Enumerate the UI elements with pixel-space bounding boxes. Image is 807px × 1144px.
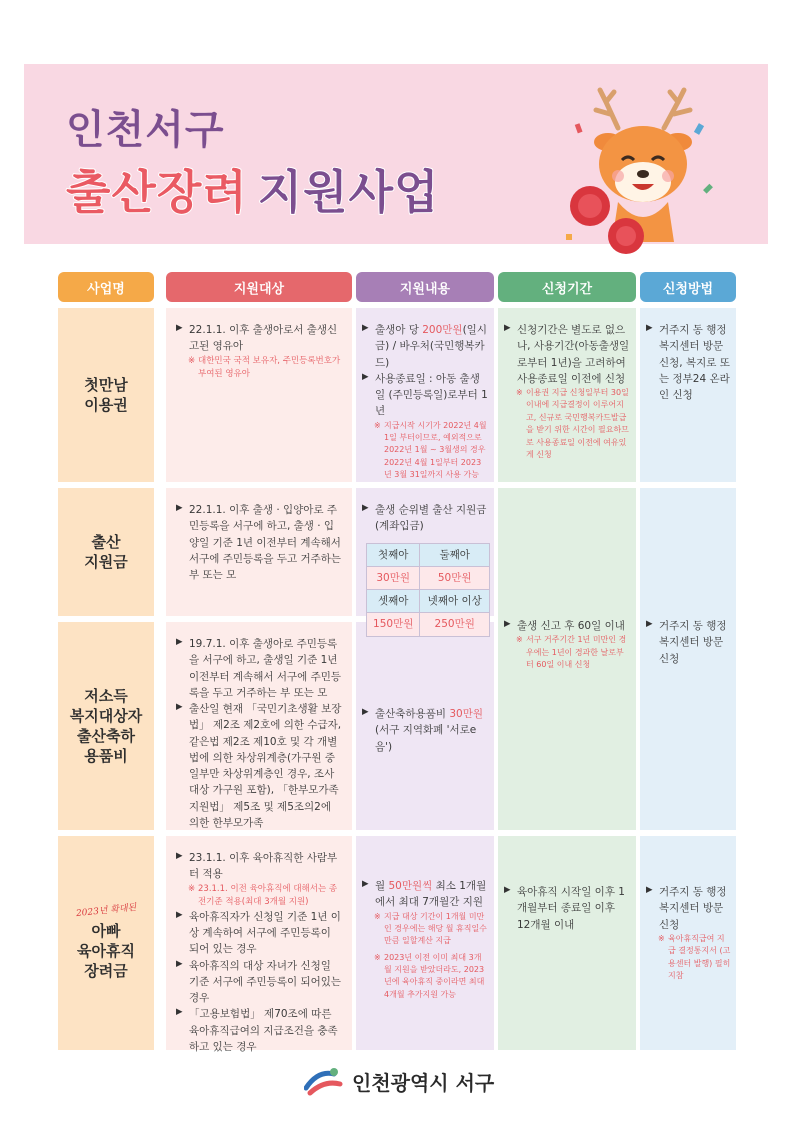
row1-program-name: 첫만남 이용권: [58, 308, 154, 482]
row1-target-bullet: ▶ 22.1.1. 이후 출생아로서 출생신고된 영유아: [176, 322, 342, 355]
table-cell: 250만원: [420, 613, 490, 636]
row4-content: [356, 864, 494, 1009]
footer: [304, 1066, 494, 1096]
row4-target-b3: ▶ 육아휴직의 대상 자녀가 신청일 기준 서구에 주민등록이 되어있는 경우: [176, 958, 342, 1007]
expanded-2023-badge: 2023년 확대된: [75, 902, 137, 919]
text: (일시금) / 바우처(국민행복카드): [375, 324, 487, 369]
row4-content-note2: ※ 2023년 이전 이미 최대 3개월 지원을 받았더라도, 2023년에 육아휴직 중이라면 최대 4개월 추가지원 가능: [362, 952, 488, 1002]
row4-method-bullet: ▶ 거주지 동 행정복지센터 방문 신청: [646, 884, 732, 933]
column-header-target: 지원대상: [166, 272, 352, 302]
row2-content: [356, 488, 494, 645]
row1-period: [498, 308, 636, 469]
row1-target: [166, 308, 352, 389]
table-cell: 넷째아 이상: [420, 590, 490, 613]
row1-content-b2: ▶ 사용종료일 : 아동 출생일 (주민등록일)로부터 1년: [362, 371, 488, 420]
row4-method-note: ※ 육아휴직급여 지급 결정통지서 (고용센터 발행) 필히 지참: [646, 933, 732, 983]
row2-3-method: [640, 604, 736, 675]
table-cell: 셋째아: [367, 590, 420, 613]
table-cell: 첫째아: [367, 543, 420, 566]
birth-order-amount-table: [366, 543, 490, 637]
title-accent: 출산장려: [66, 165, 248, 219]
row3-period-note: ※ 서구 거주기간 1년 미만인 경우에는 1년이 경과한 날로부터 60일 이내 신청: [504, 634, 630, 671]
row2-3-period: [498, 604, 636, 679]
row2-content-bullet: ▶ 출생 순위별 출산 지원금 (계좌입금): [362, 502, 488, 535]
table-cell: 30만원: [367, 566, 420, 589]
row1-period-bullet: ▶ 신청기간은 별도로 없으나, 사용기간(아동출생일로부터 1년)을 고려하여 사용종료일 이전에 신청: [504, 322, 630, 387]
row3-method-bullet: ▶ 거주지 동 행정복지센터 방문 신청: [646, 618, 732, 667]
table-cell: 둘째아: [420, 543, 490, 566]
row3-program-name: 저소득 복지대상자 출산축하 용품비: [58, 622, 154, 830]
row2-target-bullet: ▶ 22.1.1. 이후 출생 · 입양아로 주민등록을 서구에 하고, 출생 · 입양일 기준 1년 이전부터 계속해서 서구에 주민등록을 두고 거주하는 부 또는 모: [176, 502, 342, 583]
text: 월: [375, 880, 389, 892]
amount-highlight: 200만원: [422, 324, 463, 336]
footer-org-name: 인천광역시 서구: [352, 1070, 495, 1095]
row1-content-note: ※ 지급시작 시기가 2022년 4월 1일 부터이므로, 예외적으로 2022년 1월 ~ 3월생의 경우 2022년 4월 1일부터 2023년 3월 31일까지 사용 가능: [362, 420, 488, 482]
row1-method-bullet: ▶ 거주지 동 행정복지센터 방문 신청, 복지로 또는 정부24 온라인 신청: [646, 322, 732, 403]
row2-program-name: 출산 지원금: [58, 488, 154, 616]
row4-method: [640, 870, 736, 990]
column-header-content: 지원내용: [356, 272, 494, 302]
text: 최소 1개월에서 최대 7개월간 지원: [375, 880, 487, 909]
row1-method: [640, 308, 736, 411]
row4-period: [498, 870, 636, 941]
table-cell: 50만원: [420, 566, 490, 589]
row3-target-b2: ▶ 출산일 현재 「국민기초생활 보장법」 제2조 제2호에 의한 수급자, 같은법 제2조 제10호 및 각 개별법에 의한 차상위계층(가구원 중 일부만 차상위계층인 경우, 조사대상 가구원 포함), 「한부모가족지원법」 제5조 및 제5조의2에 의한 한부모가족: [176, 701, 342, 831]
row4-target-b2: ▶ 육아휴직자가 신청일 기준 1년 이상 계속하여 서구에 주민등록이 되어 있는 경우: [176, 909, 342, 958]
row4-content-note1: ※ 지급 대상 기간이 1개월 미만인 경우에는 해당 월 휴직일수만큼 일할계산 지급: [362, 911, 488, 948]
row-divider: [58, 830, 736, 836]
row4-target-b4: ▶ 「고용보험법」 제70조에 따른 육아휴직급여의 지급조건을 충족하고 있는 경우: [176, 1006, 342, 1055]
row4-target: [166, 836, 352, 1063]
row3-target: [166, 622, 352, 839]
amount-highlight: 30만원: [449, 708, 483, 720]
row1-content: [356, 308, 494, 490]
row1-target-note: ※ 대한민국 국적 보유자, 주민등록번호가 부여된 영유아: [176, 355, 342, 381]
column-header-name: 사업명: [58, 272, 154, 302]
row2-target: [166, 488, 352, 591]
row3-content: [356, 692, 494, 763]
row3-target-b1: ▶ 19.7.1. 이후 출생아로 주민등록을 서구에 하고, 출생일 기준 1년 이전부터 계속해서 서구에 주민등록을 두고 거주하는 부 또는 모: [176, 636, 342, 701]
row4-target-note: ※ 23.1.1. 이전 육아휴직에 대해서는 종전기준 적용(최대 3개월 지원): [176, 883, 342, 909]
row4-period-bullet: ▶ 육아휴직 시작일 이후 1개월부터 종료일 이후 12개월 이내: [504, 884, 630, 933]
column-header-method: 신청방법: [640, 272, 736, 302]
title-line2: [66, 156, 440, 222]
row1-content-b1: [362, 322, 488, 371]
row4-program-name-box: [58, 836, 154, 1050]
row4-program-name: 아빠 육아휴직 장려금: [77, 921, 135, 981]
text: 출산축하용품비: [375, 708, 450, 720]
column-header-period: 신청기간: [498, 272, 636, 302]
amount-highlight: 50만원씩: [388, 880, 433, 892]
deer-mascot-icon: [566, 84, 726, 254]
row4-content-bullet: [362, 878, 488, 911]
table-cell: 150만원: [367, 613, 420, 636]
incheon-seogu-logo-icon: [304, 1066, 344, 1096]
row3-period-bullet: ▶ 출생 신고 후 60일 이내: [504, 618, 630, 634]
row3-content-bullet: [362, 706, 488, 755]
poster: [24, 64, 768, 1124]
text: 출생아 당: [375, 324, 423, 336]
row4-target-b1: ▶ 23.1.1. 이후 육아휴직한 사람부터 적용: [176, 850, 342, 883]
text: (서구 지역화폐 '서로e음'): [375, 724, 477, 753]
row1-period-note: ※ 이용권 지급 신청일부터 30일 이내에 지급결정이 이루어지고, 신규로 국민행복카드발급을 받기 위한 시간이 필요하므로 사용종료일 이전에 여유있게 신청: [504, 387, 630, 461]
title-rest: 지원사업: [257, 165, 440, 219]
title-line1: 인천서구: [66, 107, 225, 153]
